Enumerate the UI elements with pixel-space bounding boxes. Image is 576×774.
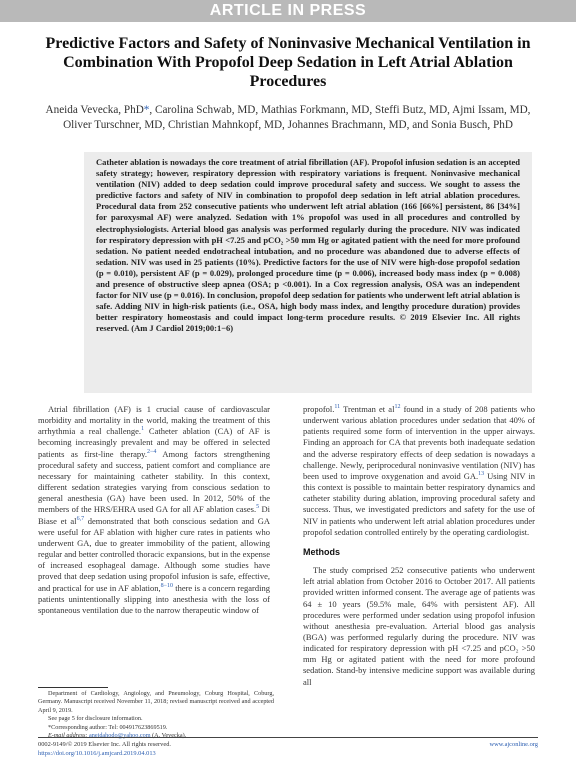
citation-link[interactable]: 5 bbox=[256, 504, 260, 511]
citation-link[interactable]: 6,7 bbox=[76, 515, 85, 522]
intro-text-1: Atrial fibrillation (AF) is 1 crucial cause of cardiovascular morbidity and mortality in the world, making the treatment of this arrhythmia a real challenge. bbox=[38, 404, 270, 437]
intro-text-6: there is a concern regarding patients unintentionally slipping into anesthesia with the loss of spontaneous ventilation due to the narrow therapeutic window of bbox=[38, 582, 270, 615]
citation-link[interactable]: 13 bbox=[478, 471, 485, 478]
author-list bbox=[30, 103, 546, 133]
footer-divider bbox=[38, 737, 538, 738]
email-suffix: (A. Vevecka). bbox=[150, 732, 187, 740]
doi-link[interactable]: https://doi.org/10.1016/j.amjcard.2019.04.013 bbox=[38, 749, 156, 757]
body-column-right bbox=[303, 404, 535, 688]
methods-heading: Methods bbox=[303, 546, 340, 557]
article-in-press-banner: ARTICLE IN PRESS bbox=[0, 0, 576, 22]
citation-link[interactable]: 11 bbox=[334, 404, 341, 411]
first-author[interactable]: Aneida Vevecka, PhD bbox=[45, 104, 144, 116]
citation-link[interactable]: 8−10 bbox=[160, 582, 173, 589]
cont-text-2: Trentman et al bbox=[340, 404, 395, 414]
corresponding-note: *Corresponding author: Tel: 004917623869519. bbox=[48, 723, 168, 731]
corresponding-author-asterisk[interactable]: * bbox=[143, 104, 150, 116]
citation-link[interactable]: 12 bbox=[394, 404, 401, 411]
cont-text-1: propofol. bbox=[303, 404, 335, 414]
body-column-left bbox=[38, 404, 270, 616]
abstract-box: Catheter ablation is nowadays the core treatment of atrial fibrillation (AF). Propofol infusion sedation is an accepted safety strategy; however, respiratory depression with respiratory variations is frequent. Noninvasive mechanical ventilation (NIV) added to deep sedation could improve procedural safety and success. We sought to assess the predictive factors and safety of NIV in combination to propofol deep sedation in left atrial ablation procedures. Procedural data from 252 consecutive patients who underwent left atrial ablation (166 [66%] persistent, 86 [34%] for paroxysmal AF) were analyzed. Sedation with 1% propofol was used in all procedures and controlled by electrophysiologists. Arterial blood gas analysis was performed regularly during the procedure. NIV was indicated for respiratory depression with pH <7.25 and pCO₂ >50 mm Hg or agitated patient with the need for more profound sedation. No patient needed endotracheal intubation, and no procedure was abandoned due to adverse effects of sedation. NIV was used in 25 patients (10%). Predictive factors for the use of NIV were high-dose propofol sedation (p = 0.010), persistent AF (p = 0.029), prolonged procedure time (p = 0.006), increased body mass index (p = 0.008) and presence of obstructive sleep apnea (OSA; p <0.001). In a Cox regression analysis, OSA was an independent factor for NIV use (p = 0.016). In conclusion, propofol deep sedation for patients who underwent left atrial ablation is safe. Adding NIV in high-risk patients (i.e., OSA, high body mass index, and lengthy procedure duration) provides better respiratory homeostasis and could impact long-term procedure results. © 2019 Elsevier Inc. All rights reserved. (Am J Cardiol 2019;00:1−6) bbox=[84, 152, 532, 393]
intro-text-5: demonstrated that both conscious sedation and GA were useful for AF ablation with higher cure rates in patients who underwent GA, due to greater immobility of the patient, allowing regular and better controlled thoracic expansions, but in the expense of increased esophageal damage. Although some studies have proved that deep sedation using propofol infusion is safe, effective, and practical for use in AF ablation, bbox=[38, 515, 270, 593]
other-authors: , Carolina Schwab, MD, Mathias Forkmann, MD, Steffi Butz, MD, Ajmi Issam, MD, Oliver Turschner, MD, Christian Mahnkopf, MD, Johannes Brachmann, MD, and Sonia Busch, PhD bbox=[63, 104, 531, 131]
disclosure-note: See page 5 for disclosure information. bbox=[48, 715, 143, 723]
footnote-divider bbox=[38, 687, 108, 688]
intro-text-2: Catheter ablation (CA) of AF is becoming increasingly prevalent and may be offered in selected patients as first-line therapy. bbox=[38, 426, 270, 459]
citation-link[interactable]: 1 bbox=[141, 426, 145, 433]
cont-text-3: found in a study of 208 patients who underwent various ablation procedures under sedation that 40% of patients required some form of intervention in the upper airways. Finding an approach for CA that prevents both inadequate sedation and the adverse respiratory effects of deep sedation is nowadays a challenge. Newly, periprocedural noninvasive ventilation (NIV) has been used to improve oxygenation and avoid GA. bbox=[303, 404, 536, 481]
email-link[interactable]: aneidahodo@yahoo.com bbox=[89, 732, 151, 740]
citation-link[interactable]: 2−4 bbox=[147, 448, 157, 455]
article-title: Predictive Factors and Safety of Noninvasive Mechanical Ventilation in Combination With Propofol Deep Sedation in Left Atrial Ablation Procedures bbox=[45, 35, 531, 90]
journal-site-link[interactable]: www.ajconline.org bbox=[489, 741, 538, 748]
footer-left bbox=[38, 741, 171, 758]
email-label: E-mail address: bbox=[48, 732, 88, 740]
footnotes bbox=[38, 690, 274, 740]
intro-text-4: Di Biase et al bbox=[38, 504, 271, 526]
intro-continuation-paragraph bbox=[303, 404, 535, 538]
intro-text-3: Among factors strengthening procedural safety and success, patient comfort and compliance are necessary for maintaining catheter stability. In this context, different sedation strategies varying from conscious sedation to general anesthesia (GA) have been used. In 2012, 50% of the members of the HRS/EHRA used GA for all AF ablation cases. bbox=[38, 448, 270, 515]
intro-paragraph bbox=[38, 404, 270, 616]
cont-text-4: Using NIV in this context is possible to maintain better respiratory dynamics and catheter stability during ablation, improving procedural safety and success. Thus, we investigated predictors and safety for the use of NIV in patients who underwent left atrial ablation procedures under propofol sedation controlled entirely by the operating cardiologist. bbox=[303, 470, 535, 537]
copyright-line: 0002-9149/© 2019 Elsevier Inc. All rights reserved. bbox=[38, 741, 171, 748]
affiliation-note: Department of Cardiology, Angiology, and Pneumology, Coburg Hospital, Coburg, Germany. Manuscript received November 11, 2018; revised manuscript received and accepted April 9, 2019. bbox=[38, 690, 274, 714]
methods-paragraph: The study comprised 252 consecutive patients who underwent left atrial ablation from October 2016 to October 2017. All patients provided written informed consent. The average age of patients was 64 ± 10 years (59.5% male, 64% with persistent AF). All procedures were performed under sedation using propofol infusion without anesthesia pre-evaluation. Arterial blood gas analysis (BGA) was performed regularly during the procedure. NIV was indicated for respiratory depression with pH <7.25 and pCO₂ >50 mm Hg or agitated patient with the need for more profound sedation. Stand-by intensive medicine support was available during all bbox=[303, 565, 535, 687]
